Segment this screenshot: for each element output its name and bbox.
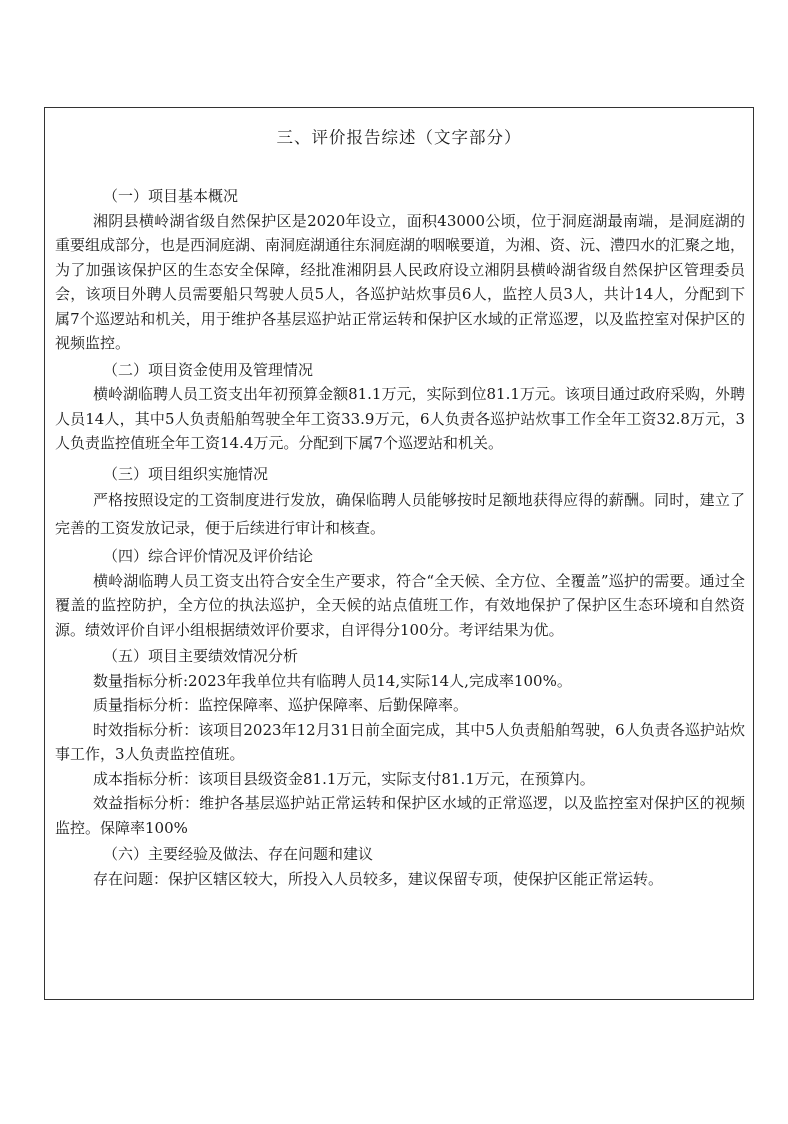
quantity-indicator: 数量指标分析:2023年我单位共有临聘人员14,实际14人,完成率100%。 bbox=[93, 671, 572, 690]
section-2-heading: （二）项目资金使用及管理情况 bbox=[103, 360, 314, 379]
timeliness-indicator: 时效指标分析：该项目2023年12月31日前全面完成，其中5人负责船舶驾驶，6人负责各巡护站炊事工作，3人负责监控值班。 bbox=[55, 720, 745, 763]
benefit-indicator: 效益指标分析：维护各基层巡护站正常运转和保护区水域的正常巡逻，以及监控室对保护区的视频监控。保障率100% bbox=[55, 794, 745, 837]
section-3-heading: （三）项目组织实施情况 bbox=[103, 464, 269, 483]
section-1-paragraph: 湘阴县横岭湖省级自然保护区是2020年设立，面积43000公顷，位于洞庭湖最南端，是洞庭湖的重要组成部分，也是西洞庭湖、南洞庭湖通往东洞庭湖的咽喉要道，为湘、资、沅、澧四水的汇聚之地，为了加强该保护区的生态安全保障，经批准湘阴县人民政府设立湘阴县横岭湖省级自然保护区管理委员会，该项目外聘人员需要船只驾驶人员5人，各巡护站炊事员6人，监控人员3人，共计14人，分配到下属7个巡逻站和机关，用于维护各基层巡护站正常运转和保护区水域的正常巡逻，以及监控室对保护区的视频监控。 bbox=[55, 211, 746, 352]
section-5-heading: （五）项目主要绩效情况分析 bbox=[103, 647, 299, 665]
report-title: 三、评价报告综述（文字部分） bbox=[276, 128, 522, 147]
cost-indicator: 成本指标分析：该项目县级资金81.1万元，实际支付81.1万元，在预算内。 bbox=[93, 769, 595, 788]
section-2-paragraph: 横岭湖临聘人员工资支出年初预算金额81.1万元，实际到位81.1万元。该项目通过政府采购，外聘人员14人，其中5人负责船舶驾驶全年工资33.9万元，6人负责各巡护站炊事工作全年工资32.8万元，3人负责监控值班全年工资14.4万元。分配到下属7个巡逻站和机关。 bbox=[55, 385, 745, 452]
report-frame bbox=[44, 107, 754, 1000]
section-6-heading: （六）主要经验及做法、存在问题和建议 bbox=[103, 845, 374, 863]
report-body bbox=[55, 182, 745, 891]
section-3-paragraph: 严格按照设定的工资制度进行发放，确保临聘人员能够按时足额地获得应得的薪酬。同时，建立了完善的工资发放记录，便于后续进行审计和核查。 bbox=[55, 491, 745, 537]
section-6-paragraph: 存在问题：保护区辖区较大，所投入人员较多，建议保留专项，使保护区能正常运转。 bbox=[93, 869, 664, 888]
quality-indicator: 质量指标分析：监控保障率、巡护保障率、后勤保障率。 bbox=[93, 696, 469, 714]
section-1-heading: （一）项目基本概况 bbox=[103, 187, 239, 205]
section-4-paragraph: 横岭湖临聘人员工资支出符合安全生产要求，符合“全天候、全方位、全覆盖”巡护的需要。通过全覆盖的监控防护，全方位的执法巡护，全天候的站点值班工作，有效地保护了保护区生态环境和自然资源。绩效评价自评小组根据绩效评价要求，自评得分100分。考评结果为优。 bbox=[55, 571, 745, 639]
section-4-heading: （四）综合评价情况及评价结论 bbox=[103, 547, 314, 565]
